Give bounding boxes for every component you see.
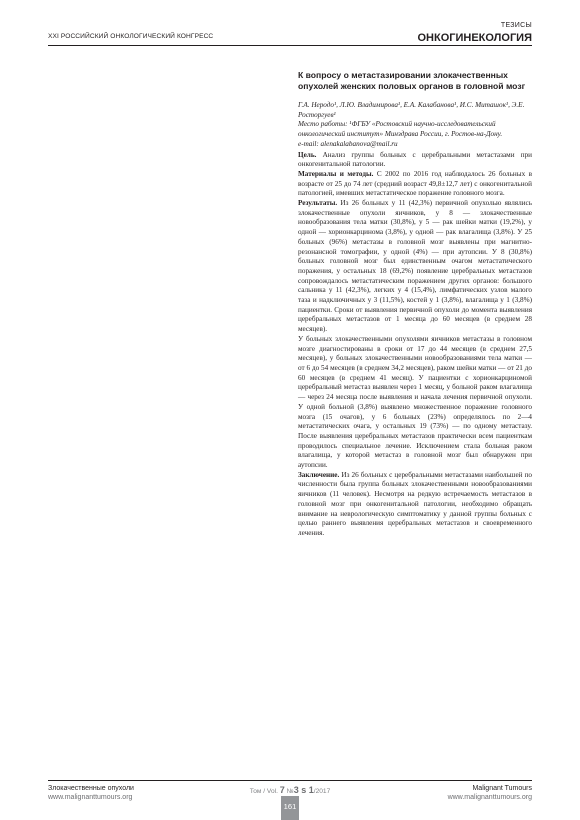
section-title: ОНКОГИНЕКОЛОГИЯ — [417, 32, 532, 44]
footer-rule — [48, 780, 532, 781]
journal-name-en: Malignant Tumours — [472, 785, 532, 792]
running-header — [417, 22, 532, 44]
volume-prefix: Том / Vol. — [249, 788, 278, 795]
volume-number: 7 — [279, 785, 285, 795]
methods-label: Материалы и методы. — [298, 169, 374, 178]
article-authors: Г.А. Неродо¹, Л.Ю. Владимирова¹, Е.А. Калабанова¹, И.С. Митaшок¹, Э.Е. Росторгуев¹ — [298, 101, 525, 119]
methods-paragraph — [298, 170, 532, 199]
methods-text: С 2002 по 2016 год наблюдалось 26 больных в возрасте от 25 до 74 лет (средний возраст 49,8±12,7 лет) с онкогенитальной патологией, имевших метастатическое поражение головного мозга. — [298, 169, 533, 198]
journal-url-en[interactable]: www.malignanttumours.org — [447, 794, 532, 801]
congress-name: XXI РОССИЙСКИЙ ОНКОЛОГИЧЕСКИЙ КОНГРЕСС — [48, 33, 214, 40]
article-affiliation: Место работы: ¹ФГБУ «Ростовский научно-исследовательский онкологический институт» Минздрава России, г. Ростов-на-Дону. — [298, 120, 503, 139]
article-title: К вопросу о метастазировании злокачественных опухолей женских половых органов в головной мозг — [298, 70, 526, 91]
aim-text: Анализ группы больных с церебральными метастазами при онкогенитальной патологии. — [298, 150, 533, 169]
issue-year: /2017 — [313, 788, 331, 795]
article-email[interactable]: e-mail: alenakalabanova@mail.ru — [298, 139, 398, 148]
aim-label: Цель. — [298, 150, 317, 159]
page-number: 161 — [281, 796, 299, 820]
footer-right — [448, 784, 532, 802]
results-label: Результаты. — [298, 199, 338, 208]
issue-prefix: № — [286, 788, 294, 795]
conclusion-label: Заключение. — [298, 470, 340, 479]
conclusion-paragraph — [298, 471, 532, 539]
header-rule — [48, 45, 532, 46]
article-column — [298, 70, 532, 539]
theses-label: ТЕЗИСЫ — [500, 22, 532, 29]
results-paragraph-2: У больных злокачественными опухолями яичников метастазы в головном мозге диагностированы в сроки от 17 до 44 месяцев (в среднем 27,5 месяцев), у больных злокачественными новообразованиями тела матки — от 6 до 54 месяцев (в среднем 34,2 месяцев), раком шейки матки — от 21 до 60 месяцев (в среднем 41 месяц). У пациентки с хорионкарциномой церебральный метастаз выявлен через 1 месяц, у больной раком влагалища — через 24 месяца после выявления и начала лечения первичной опухоли. У одной больной (3,8%) выявлено множественное поражение головного мозга (15 очагов), у 6 больных (23%) определялось по 2—4 метастатических очага, у остальных 19 (73%) — по одному метастазу. После выявления церебральных метастазов практически всем пациенткам проводилось специальное лечение. Исключением стала больная раком влагалища, у которой метастаз в головной мозг был обнаружен при аутопсии. — [298, 334, 532, 470]
results-paragraph — [298, 199, 532, 335]
journal-url-ru[interactable]: www.malignanttumours.org — [48, 794, 133, 801]
results-text: Из 26 больных у 11 (42,3%) первичной опухолью являлись злокачественные опухоли яичников, у 8 — злокачественные новообразования тела матки (30,8%), у 5 — рак шейки матки (19,2%), у одной — хорионкарцинома (3,8%), у одной — рак влагалища (3,8%). У 25 больных (96%) метастазы в головной мозг выявлены при магнитно-резонансной томографии, у одной (4%) — при аутопсии. У 8 (30,8%) больных головной мозг был единственным очагом метастатического поражения, у остальных 18 (69,2%) появление церебральных метастазов сопровождалось метастатическим поражением других органов: большого сальника у 11 (42,3%), легких у 4 (15,4%), лимфатических узлов малого таза и надключичных у 3 (11,5%), костей у 1 (3,8%), влагалища у 1 (3,8%) пациентки. Сроки от выявления первичной опухоли до момента выявления церебральных метастазов от 1 месяца до 60 месяцев (в среднем 28 месяцев). — [298, 199, 532, 334]
conclusion-text: Из 26 больных с церебральными метастазами наибольшей по численности была группа больных злокачественными новообразованиями яичников (11 человек). Несмотря на редкую встречаемость метастазов в головной мозг при онкогенитальной патологии, необходимо обращать внимание на неврологическую симптоматику у данной группы больных с целью раннего выявления церебральных метастазов и своевременного лечения. — [298, 470, 533, 537]
issue-number: 3 s 1 — [293, 785, 314, 795]
journal-name-ru: Злокачественные опухоли — [48, 785, 134, 792]
aim-paragraph — [298, 151, 532, 170]
